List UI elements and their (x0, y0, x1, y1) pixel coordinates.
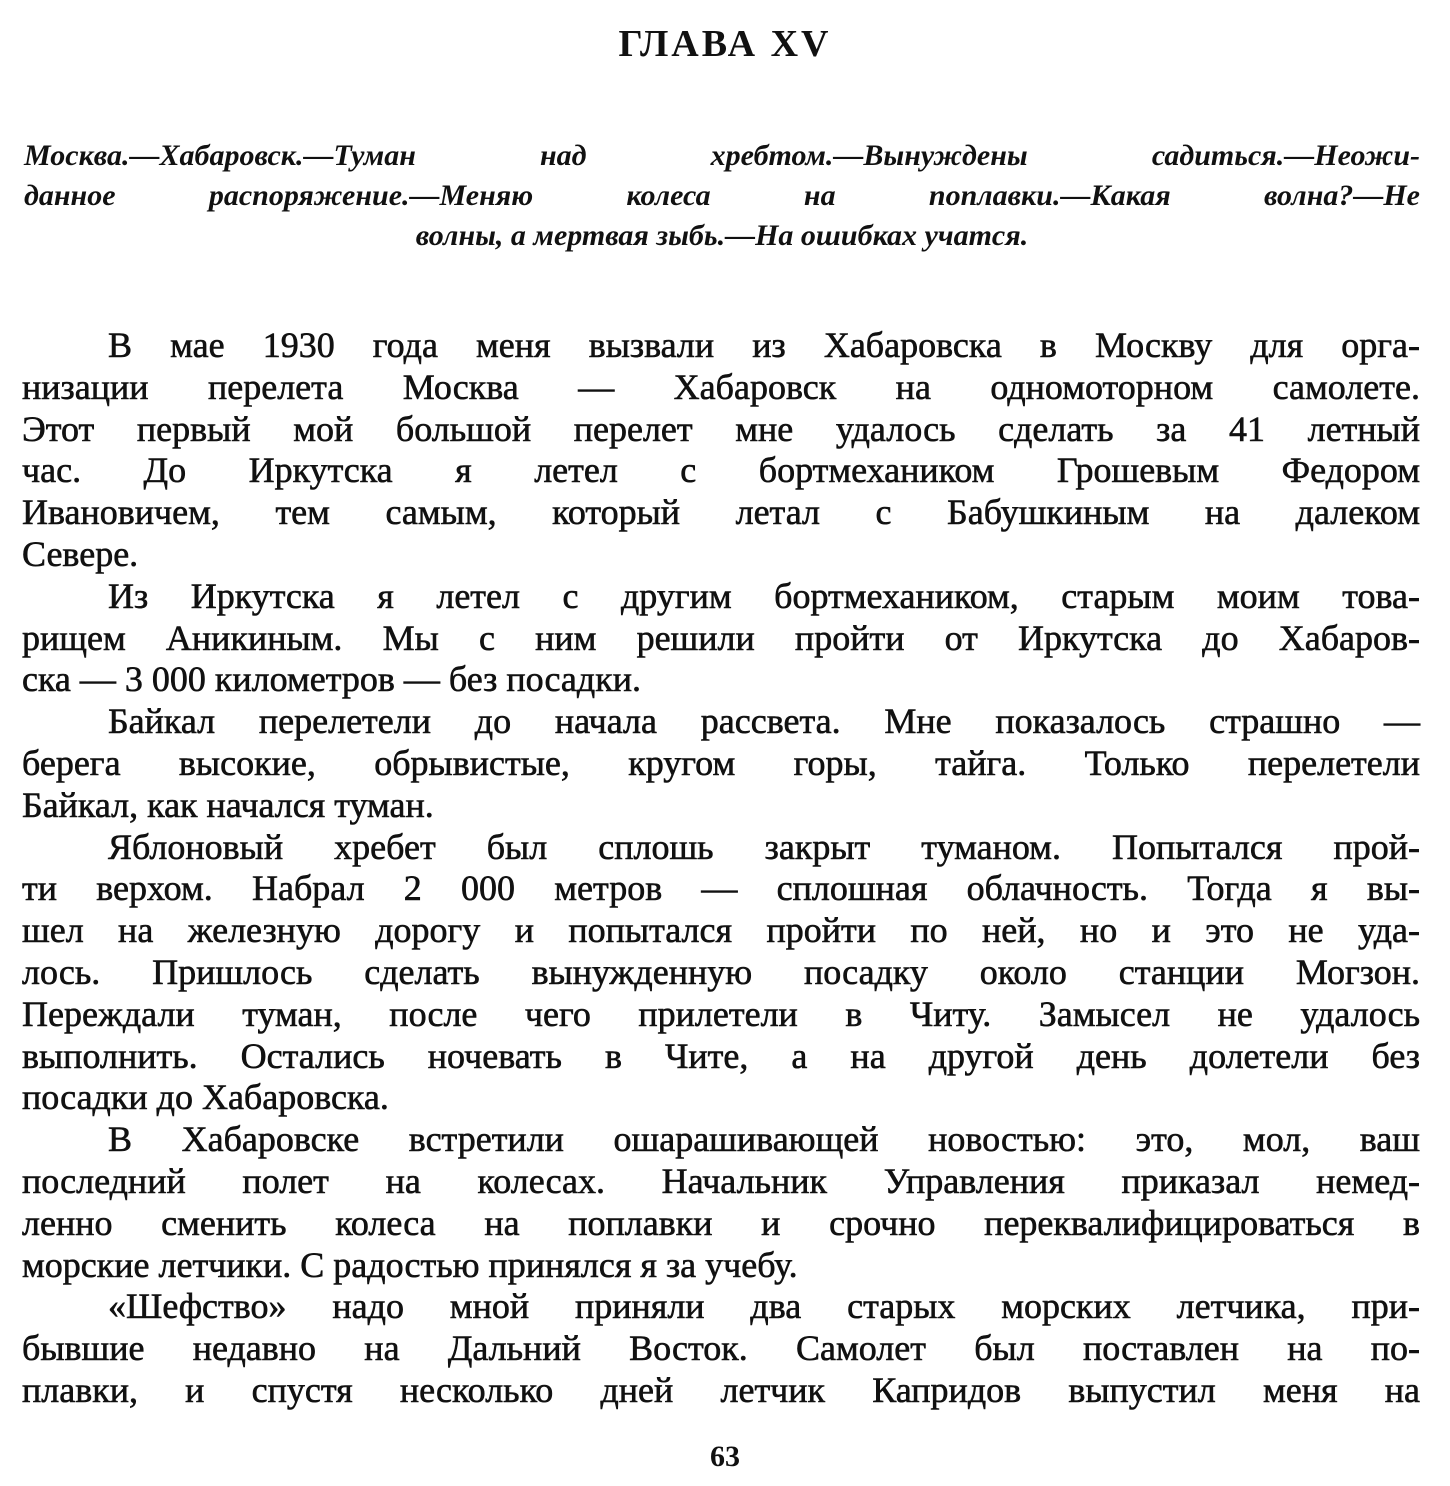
chapter-title: ГЛАВА XV (618, 23, 832, 65)
paragraph (22, 576, 1420, 701)
summary-line: Москва.—Хабаровск.—Туман над хребтом.—Вынуждены садиться.—Неожи- (24, 139, 1420, 172)
paragraph (22, 827, 1420, 1120)
paragraph (22, 1119, 1420, 1286)
text-line: ленно сменить колеса на поплавки и срочно переквалифицироваться в (22, 1202, 1420, 1243)
page-number: 63 (710, 1440, 740, 1473)
text-line: последний полет на колесах. Начальник Управления приказал немед- (22, 1160, 1420, 1201)
text-line: морские летчики. С радостью принялся я за учебу. (22, 1244, 798, 1285)
chapter-summary (24, 136, 1420, 256)
text-line: лось. Пришлось сделать вынужденную посадку около станции Могзон. (22, 951, 1420, 992)
text-line: Байкал, как начался туман. (22, 784, 434, 825)
text-line: плавки, и спустя несколько дней летчик Капридов выпустил меня на (22, 1369, 1420, 1410)
text-line: Севере. (22, 533, 139, 574)
summary-line: волны, а мертвая зыбь.—На ошибках учатся. (415, 219, 1029, 252)
text-line: Переждали туман, после чего прилетели в Читу. Замысел не удалось (22, 993, 1420, 1034)
paragraph (22, 1286, 1420, 1411)
text-line: В мае 1930 года меня вызвали из Хабаровска в Москву для орга- (108, 325, 1420, 365)
text-line: ска — 3 000 километров — без посадки. (22, 659, 641, 700)
text-line: берега высокие, обрывистые, кругом горы, тайга. Только перелетели (22, 742, 1420, 783)
text-line: Яблоновый хребет был сплошь закрыт туманом. Попытался прой- (108, 826, 1420, 867)
text-line: Из Иркутска я летел с другим бортмехаником, старым моим това- (108, 575, 1420, 616)
text-line: час. До Иркутска я летел с бортмехаником Грошевым Федором (22, 450, 1420, 491)
text-line: Байкал перелетели до начала рассвета. Мне показалось страшно — (108, 701, 1420, 742)
text-line: выполнить. Остались ночевать в Чите, а на другой день долетели без (22, 1035, 1420, 1076)
body-text (22, 325, 1420, 1412)
text-line: посадки до Хабаровска. (22, 1077, 389, 1118)
paragraph (22, 701, 1420, 826)
text-line: рищем Аникиным. Мы с ним решили пройти от Иркутска до Хабаров- (22, 617, 1420, 658)
text-line: Ивановичем, тем самым, который летал с Бабушкиным на далеком (22, 492, 1420, 533)
summary-line: данное распоряжение.—Меняю колеса на поплавки.—Какая волна?—Не (24, 179, 1420, 212)
text-line: шел на железную дорогу и попытался пройти по ней, но и это не уда- (22, 910, 1420, 951)
text-line: «Шефство» надо мной приняли два старых морских летчика, при- (108, 1286, 1420, 1327)
text-line: низации перелета Москва — Хабаровск на одномоторном самолете. (22, 366, 1420, 407)
text-line: ти верхом. Набрал 2 000 метров — сплошная облачность. Тогда я вы- (22, 868, 1420, 909)
text-line: В Хабаровске встретили ошарашивающей новостью: это, мол, ваш (108, 1119, 1420, 1160)
text-line: бывшие недавно на Дальний Восток. Самолет был поставлен на по- (22, 1328, 1420, 1369)
paragraph (22, 325, 1420, 576)
text-line: Этот первый мой большой перелет мне удалось сделать за 41 летный (22, 408, 1420, 449)
